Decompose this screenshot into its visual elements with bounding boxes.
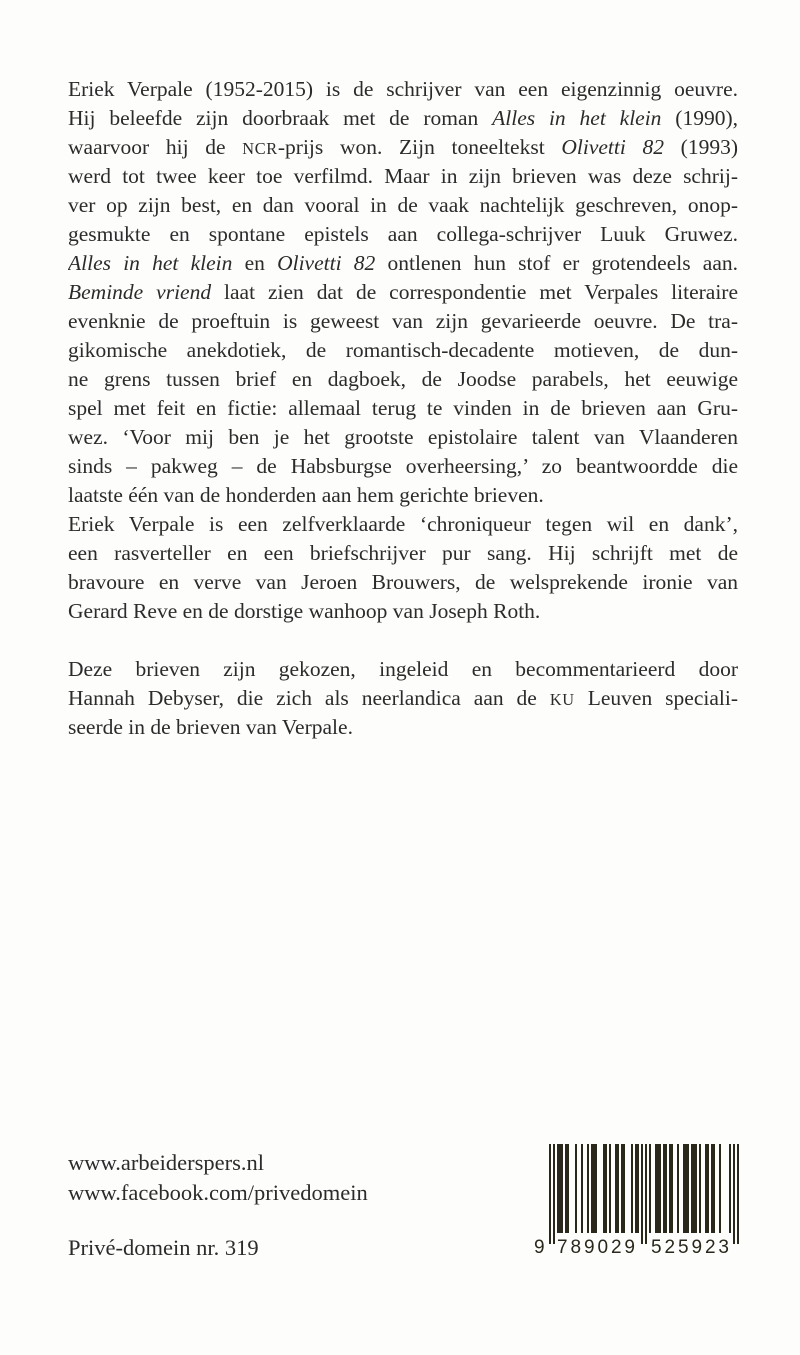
blurb-text: KU xyxy=(549,690,575,709)
barcode-digits: 525923 xyxy=(651,1237,729,1256)
blurb-paragraph xyxy=(68,655,738,742)
blurb-text: evenknie de proeftuin is geweest van zijn gevarieerde oeuvre. De tra- xyxy=(68,309,738,333)
blurb-text: ontlenen hun stof er grotendeels aan. xyxy=(375,251,738,275)
blurb-line xyxy=(68,191,738,220)
barcode-digits: 789029 xyxy=(557,1237,635,1256)
blurb-text: spel met feit en fictie: allemaal terug te vinden in de brieven aan Gru- xyxy=(68,396,738,420)
blurb-text: Deze brieven zijn gekozen, ingeleid en becommentarieerd door xyxy=(68,657,738,681)
blurb-line xyxy=(68,75,738,104)
series-number: Privé-domein nr. 319 xyxy=(68,1235,259,1260)
blurb-line xyxy=(68,220,738,249)
ean13-barcode-svg xyxy=(534,1144,739,1256)
blurb-line xyxy=(68,162,738,191)
blurb-line xyxy=(68,597,738,626)
blurb-text: -prijs won. Zijn toneeltekst xyxy=(277,135,562,159)
blurb-text: ne grens tussen brief en dagboek, de Joodse parabels, het eeuwige xyxy=(68,367,738,391)
blurb-text: wez. ‘Voor mij ben je het grootste epistolaire talent van Vlaanderen xyxy=(68,425,738,449)
book-title-italic: Alles in het klein xyxy=(68,251,233,275)
blurb-text: Eriek Verpale (1952-2015) is de schrijver van een eigenzinnig oeuvre. xyxy=(68,77,738,101)
blurb-text: Gerard Reve en de dorstige wanhoop van Joseph Roth. xyxy=(68,599,541,623)
blurb-paragraph xyxy=(68,75,738,510)
blurb-text: bravoure en verve van Jeroen Brouwers, de welsprekende ironie van xyxy=(68,570,738,594)
isbn-barcode xyxy=(534,1144,739,1256)
blurb-line xyxy=(68,539,738,568)
blurb-text: en xyxy=(232,251,278,275)
blurb-line xyxy=(68,510,738,539)
facebook-url: www.facebook.com/privedomein xyxy=(68,1180,368,1205)
publisher-website-url: www.arbeiderspers.nl xyxy=(68,1150,264,1175)
blurb-text: Hannah Debyser, die zich als neerlandica aan de xyxy=(68,686,550,710)
blurb-text: gikomische anekdotiek, de romantisch-decadente motieven, de dun- xyxy=(68,338,738,362)
blurb-text: Hij beleefde zijn doorbraak met de roman xyxy=(68,106,493,130)
blurb-text: Leuven speciali- xyxy=(574,686,738,710)
blurb-line xyxy=(68,104,738,133)
blurb-text: een rasverteller en een briefschrijver pur sang. Hij schrijft met de xyxy=(68,541,738,565)
barcode-digits: 9 xyxy=(534,1237,545,1256)
back-cover-blurb xyxy=(68,75,738,742)
publisher-links xyxy=(68,1148,368,1208)
blurb-line xyxy=(68,394,738,423)
blurb-line xyxy=(68,365,738,394)
blurb-text: Eriek Verpale is een zelfverklaarde ‘chroniqueur tegen wil en dank’, xyxy=(68,512,738,536)
blurb-line xyxy=(68,568,738,597)
blurb-text: laat zien dat de correspondentie met Verpales literaire xyxy=(211,280,738,304)
book-title-italic: Olivetti 82 xyxy=(561,135,664,159)
blurb-line xyxy=(68,133,738,162)
book-title-italic: Olivetti 82 xyxy=(277,251,376,275)
blurb-text: waarvoor hij de xyxy=(68,135,243,159)
book-title-italic: Alles in het klein xyxy=(492,106,662,130)
blurb-line xyxy=(68,249,738,278)
blurb-line xyxy=(68,684,738,713)
blurb-text: sinds – pakweg – de Habsburgse overheersing,’ zo beantwoordde die xyxy=(68,454,738,478)
blurb-text: laatste één van de honderden aan hem gerichte brieven. xyxy=(68,483,544,507)
blurb-text: (1993) xyxy=(664,135,738,159)
blurb-line xyxy=(68,713,738,742)
blurb-line xyxy=(68,655,738,684)
blurb-text: (1990), xyxy=(661,106,738,130)
blurb-line xyxy=(68,481,738,510)
blurb-paragraph xyxy=(68,510,738,626)
blurb-line xyxy=(68,307,738,336)
blurb-text: NCR xyxy=(242,139,278,158)
blurb-line xyxy=(68,336,738,365)
book-title-italic: Beminde vriend xyxy=(68,280,212,304)
blurb-text: ver op zijn best, en dan vooral in de vaak nachtelijk geschreven, onop- xyxy=(68,193,738,217)
blurb-text: gesmukte en spontane epistels aan collega-schrijver Luuk Gruwez. xyxy=(68,222,738,246)
blurb-line xyxy=(68,452,738,481)
blurb-line xyxy=(68,278,738,307)
blurb-line xyxy=(68,423,738,452)
blurb-text: werd tot twee keer toe verfilmd. Maar in zijn brieven was deze schrij- xyxy=(68,164,738,188)
blurb-text: seerde in de brieven van Verpale. xyxy=(68,715,353,739)
